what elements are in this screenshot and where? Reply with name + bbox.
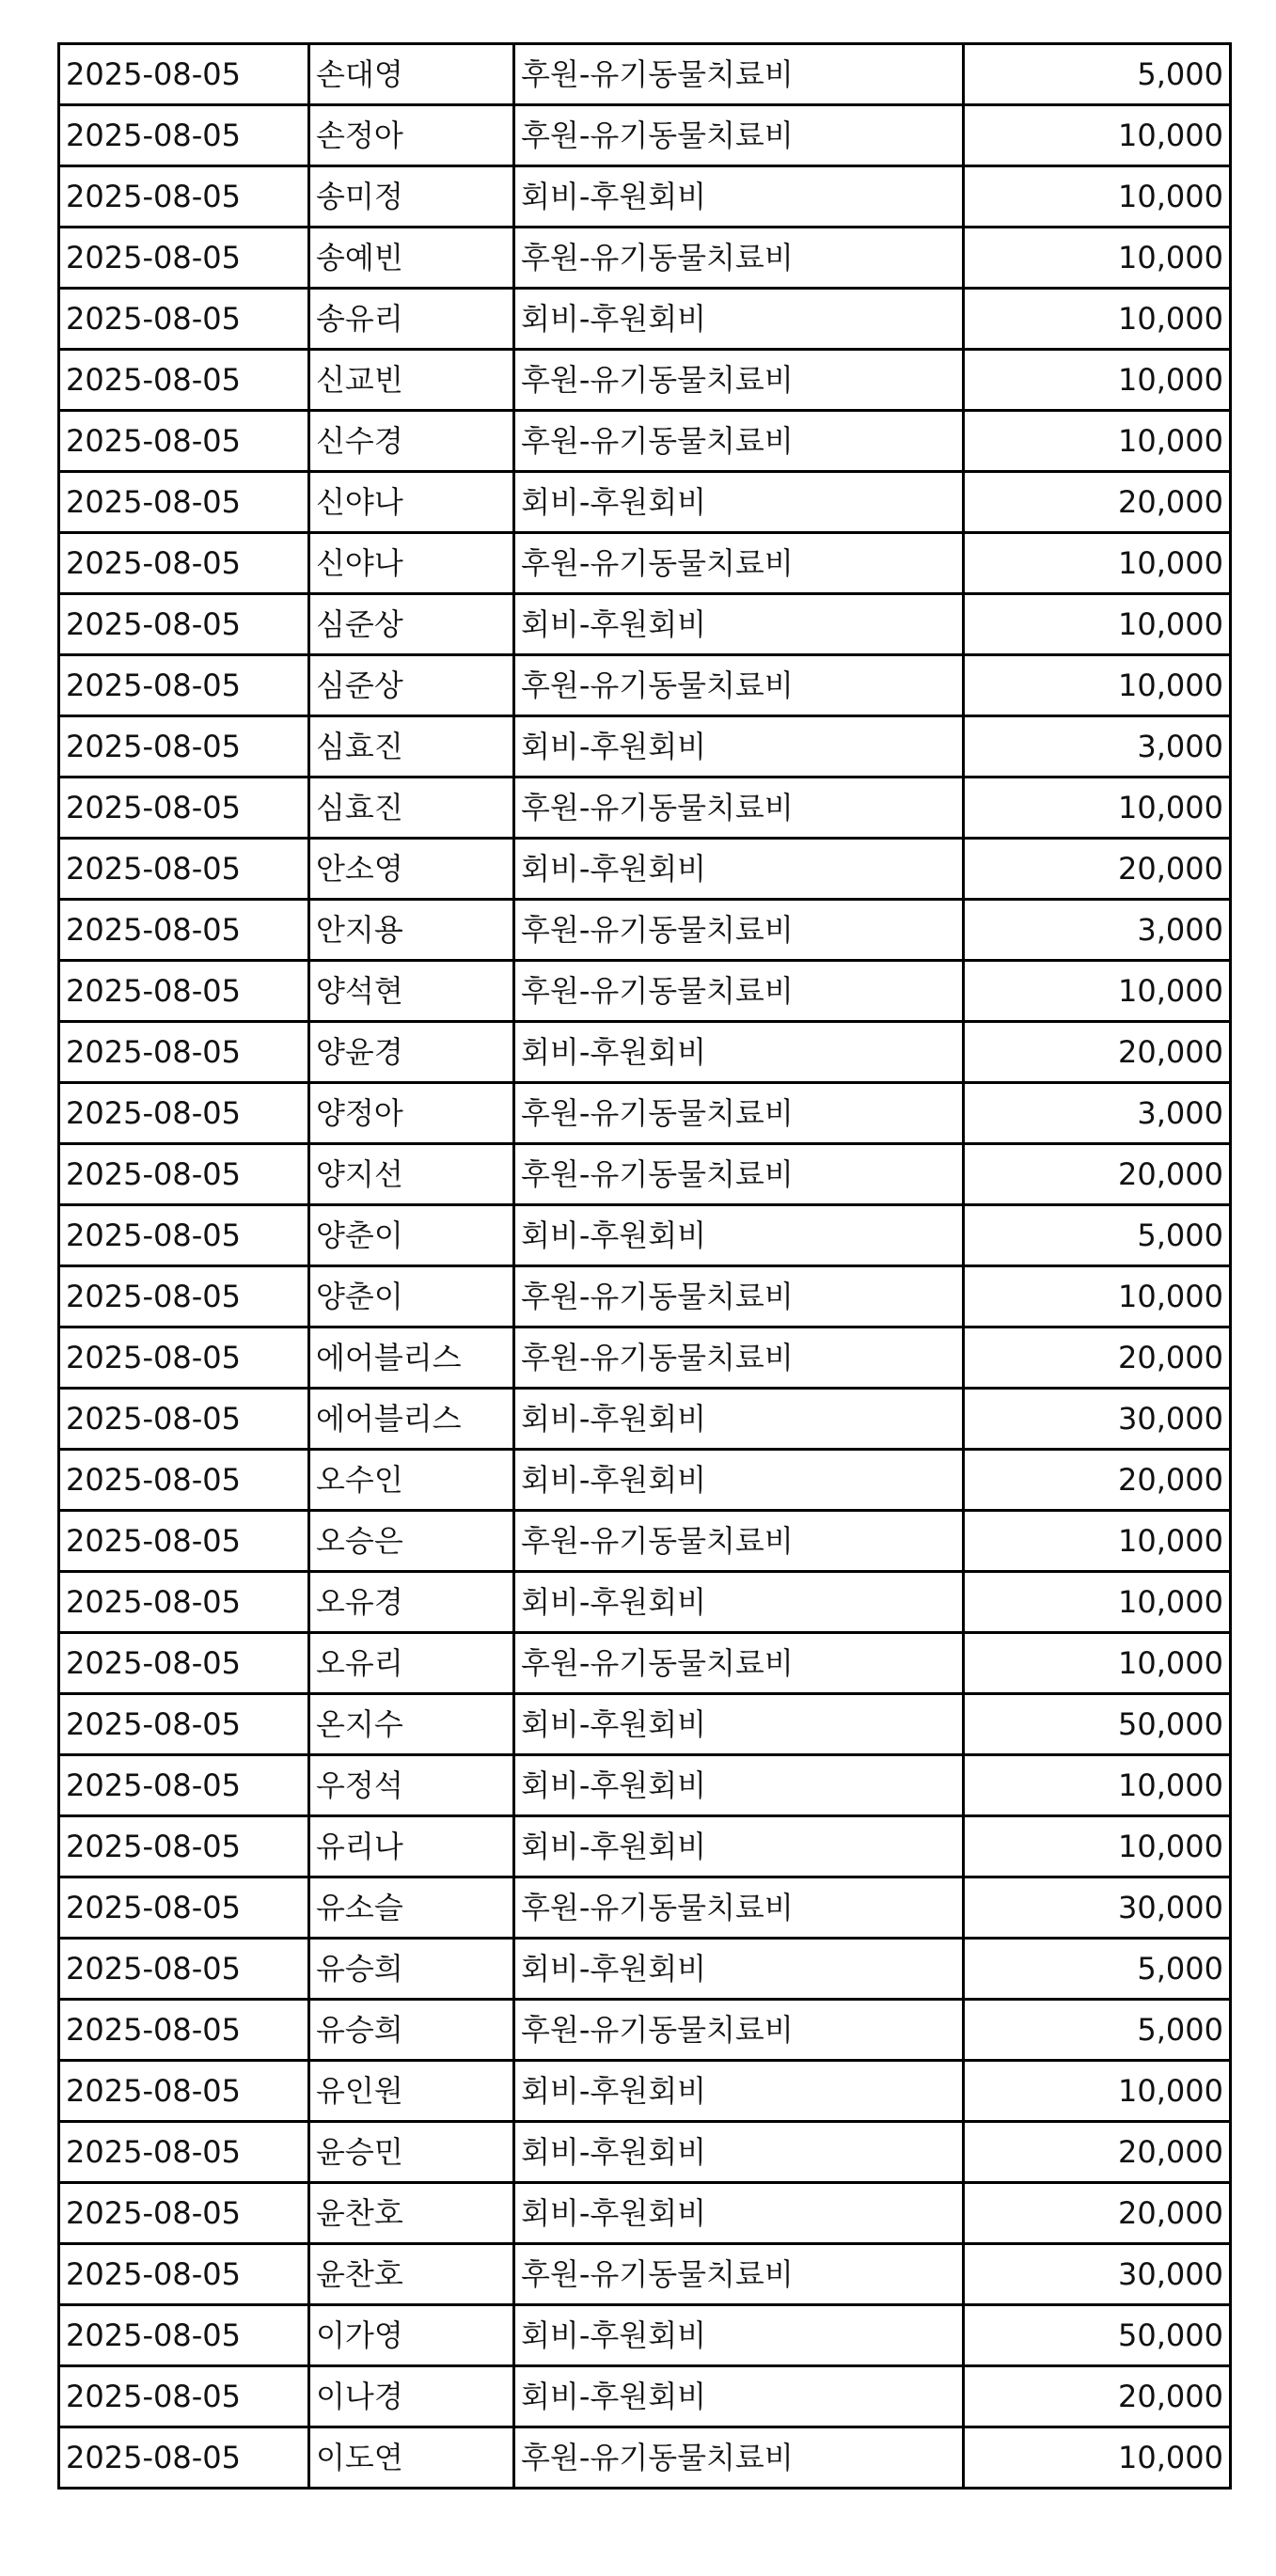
table-row bbox=[59, 1022, 1231, 1083]
donor-name-cell: 신수경 bbox=[309, 411, 514, 472]
date-cell: 2025-08-05 bbox=[59, 350, 309, 411]
category-cell: 후원-유기동물치료비 bbox=[514, 44, 964, 105]
amount-cell: 10,000 bbox=[964, 2061, 1231, 2122]
date-cell: 2025-08-05 bbox=[59, 1816, 309, 1877]
table-row bbox=[59, 1939, 1231, 2000]
category-cell: 회비-후원회비 bbox=[514, 2305, 964, 2366]
amount-cell: 10,000 bbox=[964, 166, 1231, 228]
category-cell: 후원-유기동물치료비 bbox=[514, 1144, 964, 1205]
amount-cell: 10,000 bbox=[964, 411, 1231, 472]
amount-cell: 20,000 bbox=[964, 1144, 1231, 1205]
table-row bbox=[59, 411, 1231, 472]
amount-cell: 20,000 bbox=[964, 1450, 1231, 1511]
donor-name-cell: 신야나 bbox=[309, 533, 514, 594]
date-cell: 2025-08-05 bbox=[59, 1939, 309, 2000]
category-cell: 후원-유기동물치료비 bbox=[514, 533, 964, 594]
category-cell: 회비-후원회비 bbox=[514, 166, 964, 228]
date-cell: 2025-08-05 bbox=[59, 1389, 309, 1450]
donor-name-cell: 송예빈 bbox=[309, 228, 514, 289]
donor-name-cell: 이도연 bbox=[309, 2427, 514, 2489]
amount-cell: 10,000 bbox=[964, 228, 1231, 289]
amount-cell: 20,000 bbox=[964, 2183, 1231, 2244]
table-row bbox=[59, 1144, 1231, 1205]
category-cell: 회비-후원회비 bbox=[514, 1389, 964, 1450]
amount-cell: 30,000 bbox=[964, 2244, 1231, 2305]
category-cell: 후원-유기동물치료비 bbox=[514, 1327, 964, 1389]
amount-cell: 10,000 bbox=[964, 1266, 1231, 1327]
donor-name-cell: 양지선 bbox=[309, 1144, 514, 1205]
donor-name-cell: 신야나 bbox=[309, 472, 514, 533]
amount-cell: 30,000 bbox=[964, 1877, 1231, 1939]
donor-name-cell: 오승은 bbox=[309, 1511, 514, 1572]
amount-cell: 20,000 bbox=[964, 2366, 1231, 2427]
table-row bbox=[59, 2183, 1231, 2244]
donor-name-cell: 이나경 bbox=[309, 2366, 514, 2427]
donor-name-cell: 안소영 bbox=[309, 839, 514, 900]
date-cell: 2025-08-05 bbox=[59, 2244, 309, 2305]
date-cell: 2025-08-05 bbox=[59, 1694, 309, 1755]
table-row bbox=[59, 1389, 1231, 1450]
donor-name-cell: 양윤경 bbox=[309, 1022, 514, 1083]
donor-name-cell: 윤찬호 bbox=[309, 2183, 514, 2244]
donor-name-cell: 에어블리스 bbox=[309, 1327, 514, 1389]
table-row bbox=[59, 1694, 1231, 1755]
table-row bbox=[59, 1205, 1231, 1266]
date-cell: 2025-08-05 bbox=[59, 105, 309, 166]
amount-cell: 10,000 bbox=[964, 1511, 1231, 1572]
date-cell: 2025-08-05 bbox=[59, 1450, 309, 1511]
amount-cell: 20,000 bbox=[964, 2122, 1231, 2183]
category-cell: 회비-후원회비 bbox=[514, 1939, 964, 2000]
donor-name-cell: 오수인 bbox=[309, 1450, 514, 1511]
table-row bbox=[59, 961, 1231, 1022]
table-row bbox=[59, 2427, 1231, 2489]
category-cell: 후원-유기동물치료비 bbox=[514, 1511, 964, 1572]
date-cell: 2025-08-05 bbox=[59, 839, 309, 900]
table-row bbox=[59, 1450, 1231, 1511]
table-row bbox=[59, 778, 1231, 839]
amount-cell: 20,000 bbox=[964, 1327, 1231, 1389]
amount-cell: 10,000 bbox=[964, 1755, 1231, 1816]
amount-cell: 3,000 bbox=[964, 900, 1231, 961]
date-cell: 2025-08-05 bbox=[59, 289, 309, 350]
donor-name-cell: 심효진 bbox=[309, 778, 514, 839]
table-row bbox=[59, 2000, 1231, 2061]
donor-name-cell: 우정석 bbox=[309, 1755, 514, 1816]
table-row bbox=[59, 350, 1231, 411]
donor-name-cell: 송미정 bbox=[309, 166, 514, 228]
date-cell: 2025-08-05 bbox=[59, 1572, 309, 1633]
category-cell: 회비-후원회비 bbox=[514, 2122, 964, 2183]
amount-cell: 10,000 bbox=[964, 1633, 1231, 1694]
table-row bbox=[59, 1083, 1231, 1144]
amount-cell: 20,000 bbox=[964, 472, 1231, 533]
donor-name-cell: 에어블리스 bbox=[309, 1389, 514, 1450]
table-row bbox=[59, 716, 1231, 778]
donor-name-cell: 심효진 bbox=[309, 716, 514, 778]
date-cell: 2025-08-05 bbox=[59, 2183, 309, 2244]
table-row bbox=[59, 2244, 1231, 2305]
table-row bbox=[59, 228, 1231, 289]
donor-name-cell: 심준상 bbox=[309, 655, 514, 716]
category-cell: 회비-후원회비 bbox=[514, 1755, 964, 1816]
ledger-body bbox=[59, 44, 1231, 2489]
date-cell: 2025-08-05 bbox=[59, 411, 309, 472]
category-cell: 후원-유기동물치료비 bbox=[514, 1633, 964, 1694]
category-cell: 회비-후원회비 bbox=[514, 289, 964, 350]
amount-cell: 10,000 bbox=[964, 594, 1231, 655]
donor-name-cell: 손정아 bbox=[309, 105, 514, 166]
date-cell: 2025-08-05 bbox=[59, 778, 309, 839]
amount-cell: 10,000 bbox=[964, 350, 1231, 411]
table-row bbox=[59, 1816, 1231, 1877]
category-cell: 후원-유기동물치료비 bbox=[514, 105, 964, 166]
table-row bbox=[59, 1511, 1231, 1572]
category-cell: 회비-후원회비 bbox=[514, 1572, 964, 1633]
category-cell: 후원-유기동물치료비 bbox=[514, 350, 964, 411]
table-row bbox=[59, 166, 1231, 228]
table-row bbox=[59, 533, 1231, 594]
table-row bbox=[59, 1266, 1231, 1327]
category-cell: 후원-유기동물치료비 bbox=[514, 778, 964, 839]
category-cell: 회비-후원회비 bbox=[514, 839, 964, 900]
donor-name-cell: 유승희 bbox=[309, 2000, 514, 2061]
amount-cell: 10,000 bbox=[964, 105, 1231, 166]
date-cell: 2025-08-05 bbox=[59, 655, 309, 716]
donor-name-cell: 양정아 bbox=[309, 1083, 514, 1144]
date-cell: 2025-08-05 bbox=[59, 1755, 309, 1816]
donor-name-cell: 유소슬 bbox=[309, 1877, 514, 1939]
amount-cell: 10,000 bbox=[964, 1572, 1231, 1633]
date-cell: 2025-08-05 bbox=[59, 2122, 309, 2183]
date-cell: 2025-08-05 bbox=[59, 166, 309, 228]
table-row bbox=[59, 1633, 1231, 1694]
date-cell: 2025-08-05 bbox=[59, 472, 309, 533]
table-row bbox=[59, 594, 1231, 655]
table-row bbox=[59, 1755, 1231, 1816]
amount-cell: 50,000 bbox=[964, 1694, 1231, 1755]
amount-cell: 10,000 bbox=[964, 655, 1231, 716]
category-cell: 후원-유기동물치료비 bbox=[514, 1083, 964, 1144]
date-cell: 2025-08-05 bbox=[59, 2427, 309, 2489]
donor-name-cell: 오유경 bbox=[309, 1572, 514, 1633]
category-cell: 회비-후원회비 bbox=[514, 1022, 964, 1083]
category-cell: 후원-유기동물치료비 bbox=[514, 411, 964, 472]
category-cell: 회비-후원회비 bbox=[514, 1694, 964, 1755]
donor-name-cell: 안지용 bbox=[309, 900, 514, 961]
date-cell: 2025-08-05 bbox=[59, 2000, 309, 2061]
date-cell: 2025-08-05 bbox=[59, 1205, 309, 1266]
donor-name-cell: 양춘이 bbox=[309, 1266, 514, 1327]
category-cell: 후원-유기동물치료비 bbox=[514, 2244, 964, 2305]
category-cell: 후원-유기동물치료비 bbox=[514, 1266, 964, 1327]
amount-cell: 20,000 bbox=[964, 1022, 1231, 1083]
date-cell: 2025-08-05 bbox=[59, 1266, 309, 1327]
amount-cell: 10,000 bbox=[964, 1816, 1231, 1877]
table-row bbox=[59, 2061, 1231, 2122]
table-row bbox=[59, 472, 1231, 533]
category-cell: 후원-유기동물치료비 bbox=[514, 2427, 964, 2489]
amount-cell: 10,000 bbox=[964, 533, 1231, 594]
table-row bbox=[59, 900, 1231, 961]
donation-ledger-table bbox=[57, 42, 1232, 2490]
category-cell: 회비-후원회비 bbox=[514, 1816, 964, 1877]
amount-cell: 20,000 bbox=[964, 839, 1231, 900]
amount-cell: 5,000 bbox=[964, 2000, 1231, 2061]
amount-cell: 10,000 bbox=[964, 289, 1231, 350]
donor-name-cell: 유리나 bbox=[309, 1816, 514, 1877]
date-cell: 2025-08-05 bbox=[59, 2366, 309, 2427]
amount-cell: 50,000 bbox=[964, 2305, 1231, 2366]
date-cell: 2025-08-05 bbox=[59, 1633, 309, 1694]
category-cell: 후원-유기동물치료비 bbox=[514, 655, 964, 716]
amount-cell: 10,000 bbox=[964, 961, 1231, 1022]
date-cell: 2025-08-05 bbox=[59, 594, 309, 655]
category-cell: 후원-유기동물치료비 bbox=[514, 2000, 964, 2061]
table-row bbox=[59, 105, 1231, 166]
category-cell: 회비-후원회비 bbox=[514, 1450, 964, 1511]
date-cell: 2025-08-05 bbox=[59, 1511, 309, 1572]
table-row bbox=[59, 2366, 1231, 2427]
donor-name-cell: 유인원 bbox=[309, 2061, 514, 2122]
amount-cell: 10,000 bbox=[964, 778, 1231, 839]
date-cell: 2025-08-05 bbox=[59, 2061, 309, 2122]
category-cell: 회비-후원회비 bbox=[514, 2061, 964, 2122]
date-cell: 2025-08-05 bbox=[59, 1022, 309, 1083]
donor-name-cell: 윤찬호 bbox=[309, 2244, 514, 2305]
date-cell: 2025-08-05 bbox=[59, 900, 309, 961]
category-cell: 회비-후원회비 bbox=[514, 472, 964, 533]
category-cell: 후원-유기동물치료비 bbox=[514, 1877, 964, 1939]
donor-name-cell: 심준상 bbox=[309, 594, 514, 655]
date-cell: 2025-08-05 bbox=[59, 961, 309, 1022]
donor-name-cell: 손대영 bbox=[309, 44, 514, 105]
category-cell: 후원-유기동물치료비 bbox=[514, 961, 964, 1022]
category-cell: 후원-유기동물치료비 bbox=[514, 900, 964, 961]
donor-name-cell: 온지수 bbox=[309, 1694, 514, 1755]
table-row bbox=[59, 839, 1231, 900]
date-cell: 2025-08-05 bbox=[59, 1144, 309, 1205]
date-cell: 2025-08-05 bbox=[59, 2305, 309, 2366]
donor-name-cell: 이가영 bbox=[309, 2305, 514, 2366]
amount-cell: 10,000 bbox=[964, 2427, 1231, 2489]
table-row bbox=[59, 289, 1231, 350]
category-cell: 회비-후원회비 bbox=[514, 2366, 964, 2427]
category-cell: 회비-후원회비 bbox=[514, 716, 964, 778]
date-cell: 2025-08-05 bbox=[59, 44, 309, 105]
donor-name-cell: 윤승민 bbox=[309, 2122, 514, 2183]
category-cell: 후원-유기동물치료비 bbox=[514, 228, 964, 289]
table-row bbox=[59, 655, 1231, 716]
category-cell: 회비-후원회비 bbox=[514, 1205, 964, 1266]
table-row bbox=[59, 1877, 1231, 1939]
date-cell: 2025-08-05 bbox=[59, 1083, 309, 1144]
donor-name-cell: 유승희 bbox=[309, 1939, 514, 2000]
table-row bbox=[59, 2122, 1231, 2183]
amount-cell: 30,000 bbox=[964, 1389, 1231, 1450]
date-cell: 2025-08-05 bbox=[59, 1327, 309, 1389]
category-cell: 회비-후원회비 bbox=[514, 594, 964, 655]
amount-cell: 5,000 bbox=[964, 1205, 1231, 1266]
table-row bbox=[59, 2305, 1231, 2366]
donor-name-cell: 양춘이 bbox=[309, 1205, 514, 1266]
table-row bbox=[59, 1327, 1231, 1389]
category-cell: 회비-후원회비 bbox=[514, 2183, 964, 2244]
date-cell: 2025-08-05 bbox=[59, 533, 309, 594]
date-cell: 2025-08-05 bbox=[59, 228, 309, 289]
donor-name-cell: 신교빈 bbox=[309, 350, 514, 411]
date-cell: 2025-08-05 bbox=[59, 1877, 309, 1939]
amount-cell: 3,000 bbox=[964, 1083, 1231, 1144]
amount-cell: 5,000 bbox=[964, 44, 1231, 105]
table-row bbox=[59, 1572, 1231, 1633]
donor-name-cell: 양석현 bbox=[309, 961, 514, 1022]
amount-cell: 3,000 bbox=[964, 716, 1231, 778]
date-cell: 2025-08-05 bbox=[59, 716, 309, 778]
donor-name-cell: 송유리 bbox=[309, 289, 514, 350]
donor-name-cell: 오유리 bbox=[309, 1633, 514, 1694]
table-row bbox=[59, 44, 1231, 105]
amount-cell: 5,000 bbox=[964, 1939, 1231, 2000]
